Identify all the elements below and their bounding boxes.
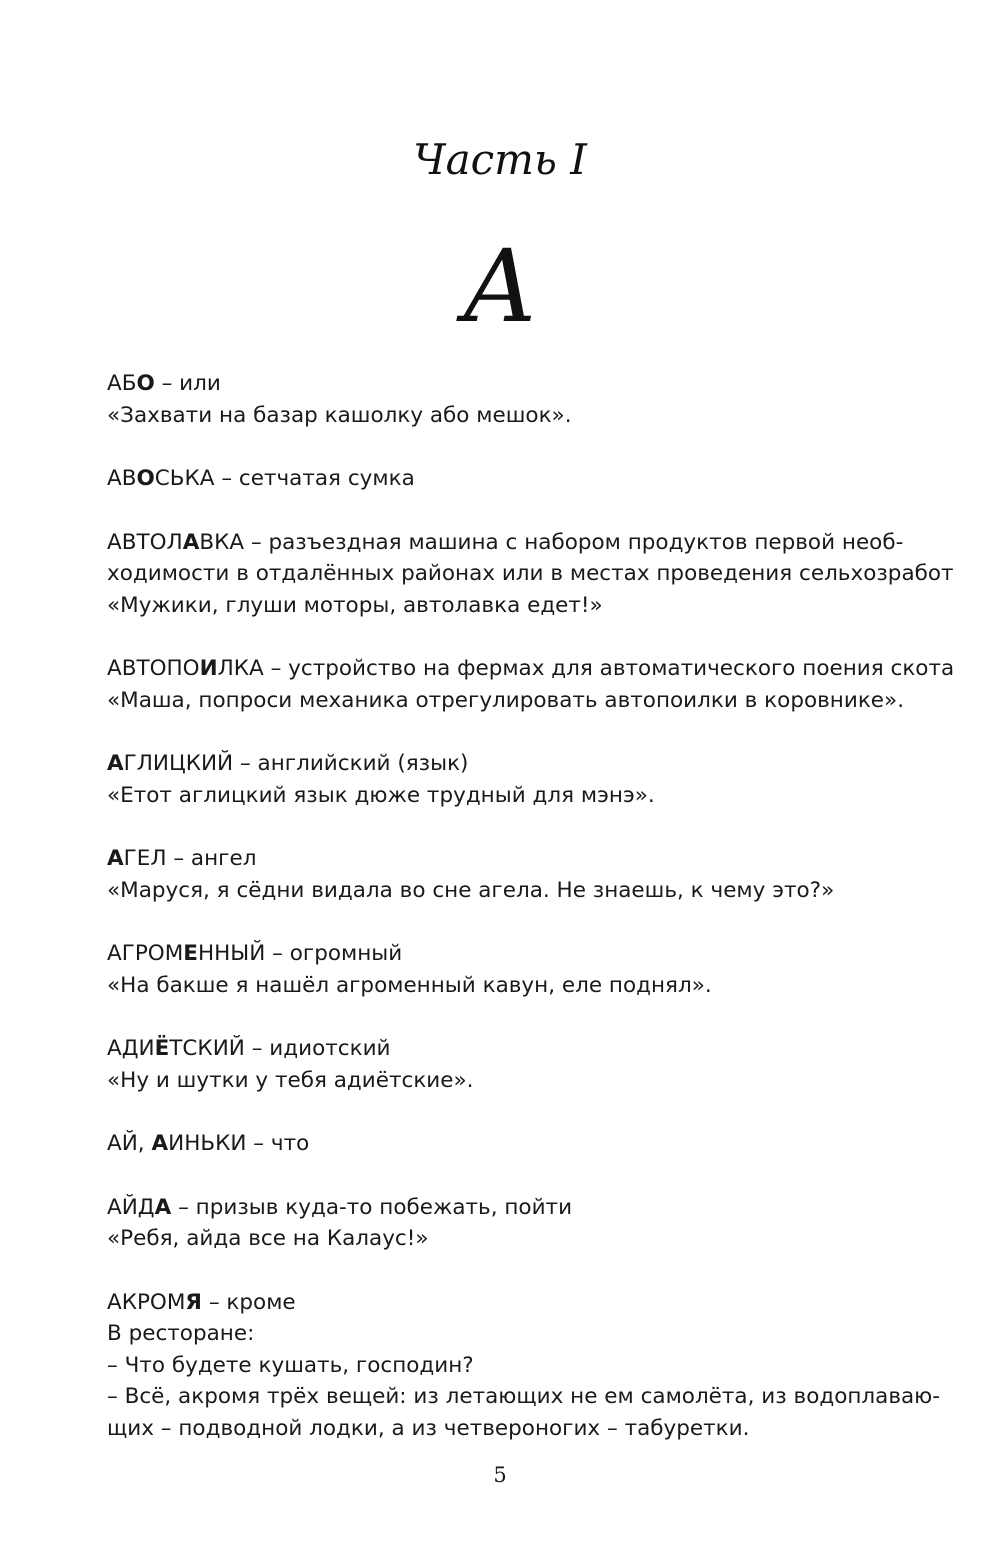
definition: – что [246, 1131, 310, 1156]
headword-stress: О [136, 371, 155, 396]
entry [107, 463, 952, 495]
headword-stress: А [107, 751, 124, 776]
definition: – устройство на фермах для автоматического поения скота [263, 656, 955, 681]
entry [107, 653, 955, 716]
entry [107, 1192, 952, 1255]
headword-pre: АБ [107, 371, 137, 396]
headword-pre: АЙ, [107, 1131, 152, 1156]
headword-pre: АГРОМ [107, 941, 184, 966]
definition: – огромный [265, 941, 403, 966]
example: «На бакше я нашёл агроменный кавун, еле поднял». [107, 972, 712, 998]
definition: – английский (язык) [233, 751, 469, 776]
dialogue-line: – Что будете кушать, господин? [107, 1352, 474, 1378]
definition: – идиотский [244, 1036, 391, 1061]
headword-pre: АЙД [107, 1194, 155, 1220]
headword-stress: А [182, 529, 200, 555]
headword-pre: АВТОЛ [107, 529, 183, 555]
headword-stress: Ё [154, 1036, 170, 1061]
entry [107, 843, 952, 906]
page-number: 5 [493, 1463, 507, 1487]
headword-post: ВКА [199, 529, 245, 555]
definition-continuation: ходимости в отдалённых районах или в местах проведения сельхозработ [107, 561, 954, 586]
definition: – разъездная машина с набором продуктов первой необ- [244, 529, 904, 555]
entry-head-line [107, 463, 952, 495]
entry [107, 368, 952, 431]
example: «Маруся, я сёдни видала во сне агела. Не знаешь, к чему это?» [107, 877, 835, 903]
definition: – сетчатая сумка [214, 466, 415, 491]
entry-head-line [107, 653, 955, 685]
definition: – или [154, 371, 221, 396]
headword-stress: И [199, 656, 218, 681]
entry-head-line [107, 1192, 952, 1224]
part-title: Часть I [413, 135, 587, 184]
headword-post: ННЫЙ [197, 941, 266, 966]
example: «Захвати на базар кашолку або мешок». [107, 402, 572, 428]
headword-pre: АВ [107, 466, 137, 491]
headword-post: ГЕЛ [123, 846, 167, 871]
headword-post: СЬКА [154, 466, 215, 491]
headword-post: ГЛИЦКИЙ [123, 751, 234, 776]
example: «Ну и шутки у тебя адиётские». [107, 1067, 474, 1093]
definition: – ангел [166, 846, 257, 871]
entry [107, 938, 952, 1001]
definition: – кроме [201, 1289, 296, 1315]
headword-stress: О [136, 466, 155, 491]
entry [107, 527, 952, 622]
dialogue-line: щих – подводной лодки, а из четвероногих – табуретки. [107, 1415, 750, 1441]
headword-pre: АВТОПО [107, 656, 200, 681]
headword-stress: Е [183, 941, 198, 966]
entry-head-line [107, 527, 952, 559]
headword-post: ЛКА [217, 656, 264, 681]
example: «Ребя, айда все на Калаус!» [107, 1226, 429, 1251]
entry-head-line [107, 1287, 952, 1319]
headword-post: ТСКИЙ [169, 1036, 245, 1061]
headword-pre: АКРОМ [107, 1289, 186, 1315]
example: «Етот аглицкий язык дюже трудный для мэнэ». [107, 782, 655, 808]
entry-head-line [107, 938, 952, 970]
entry-head-line [107, 748, 952, 780]
headword-stress: А [151, 1131, 169, 1156]
headword-stress: Я [185, 1289, 202, 1315]
entry-head-line [107, 1128, 952, 1160]
entry-head-line [107, 1033, 952, 1065]
entry-head-line [107, 368, 952, 400]
definition: – призыв куда-то побежать, пойти [171, 1194, 573, 1220]
dictionary-entries [107, 368, 955, 1476]
headword-stress: А [154, 1194, 172, 1220]
section-letter: А [462, 228, 538, 345]
headword-pre: АДИ [107, 1036, 155, 1061]
entry [107, 1128, 952, 1160]
entry [107, 1033, 952, 1096]
example: «Мужики, глуши моторы, автолавка едет!» [107, 592, 603, 618]
headword-stress: А [107, 846, 124, 871]
entry [107, 1287, 952, 1445]
headword-post: ИНЬКИ [168, 1131, 247, 1156]
dialogue-line: В ресторане: [107, 1321, 255, 1346]
dialogue-line: – Всё, акромя трёх вещей: из летающих не ем самолёта, из водоплаваю- [107, 1384, 941, 1409]
example: «Маша, попроси механика отрегулировать автопоилки в коровнике». [107, 687, 905, 713]
entry-head-line [107, 843, 952, 875]
entry [107, 748, 952, 811]
